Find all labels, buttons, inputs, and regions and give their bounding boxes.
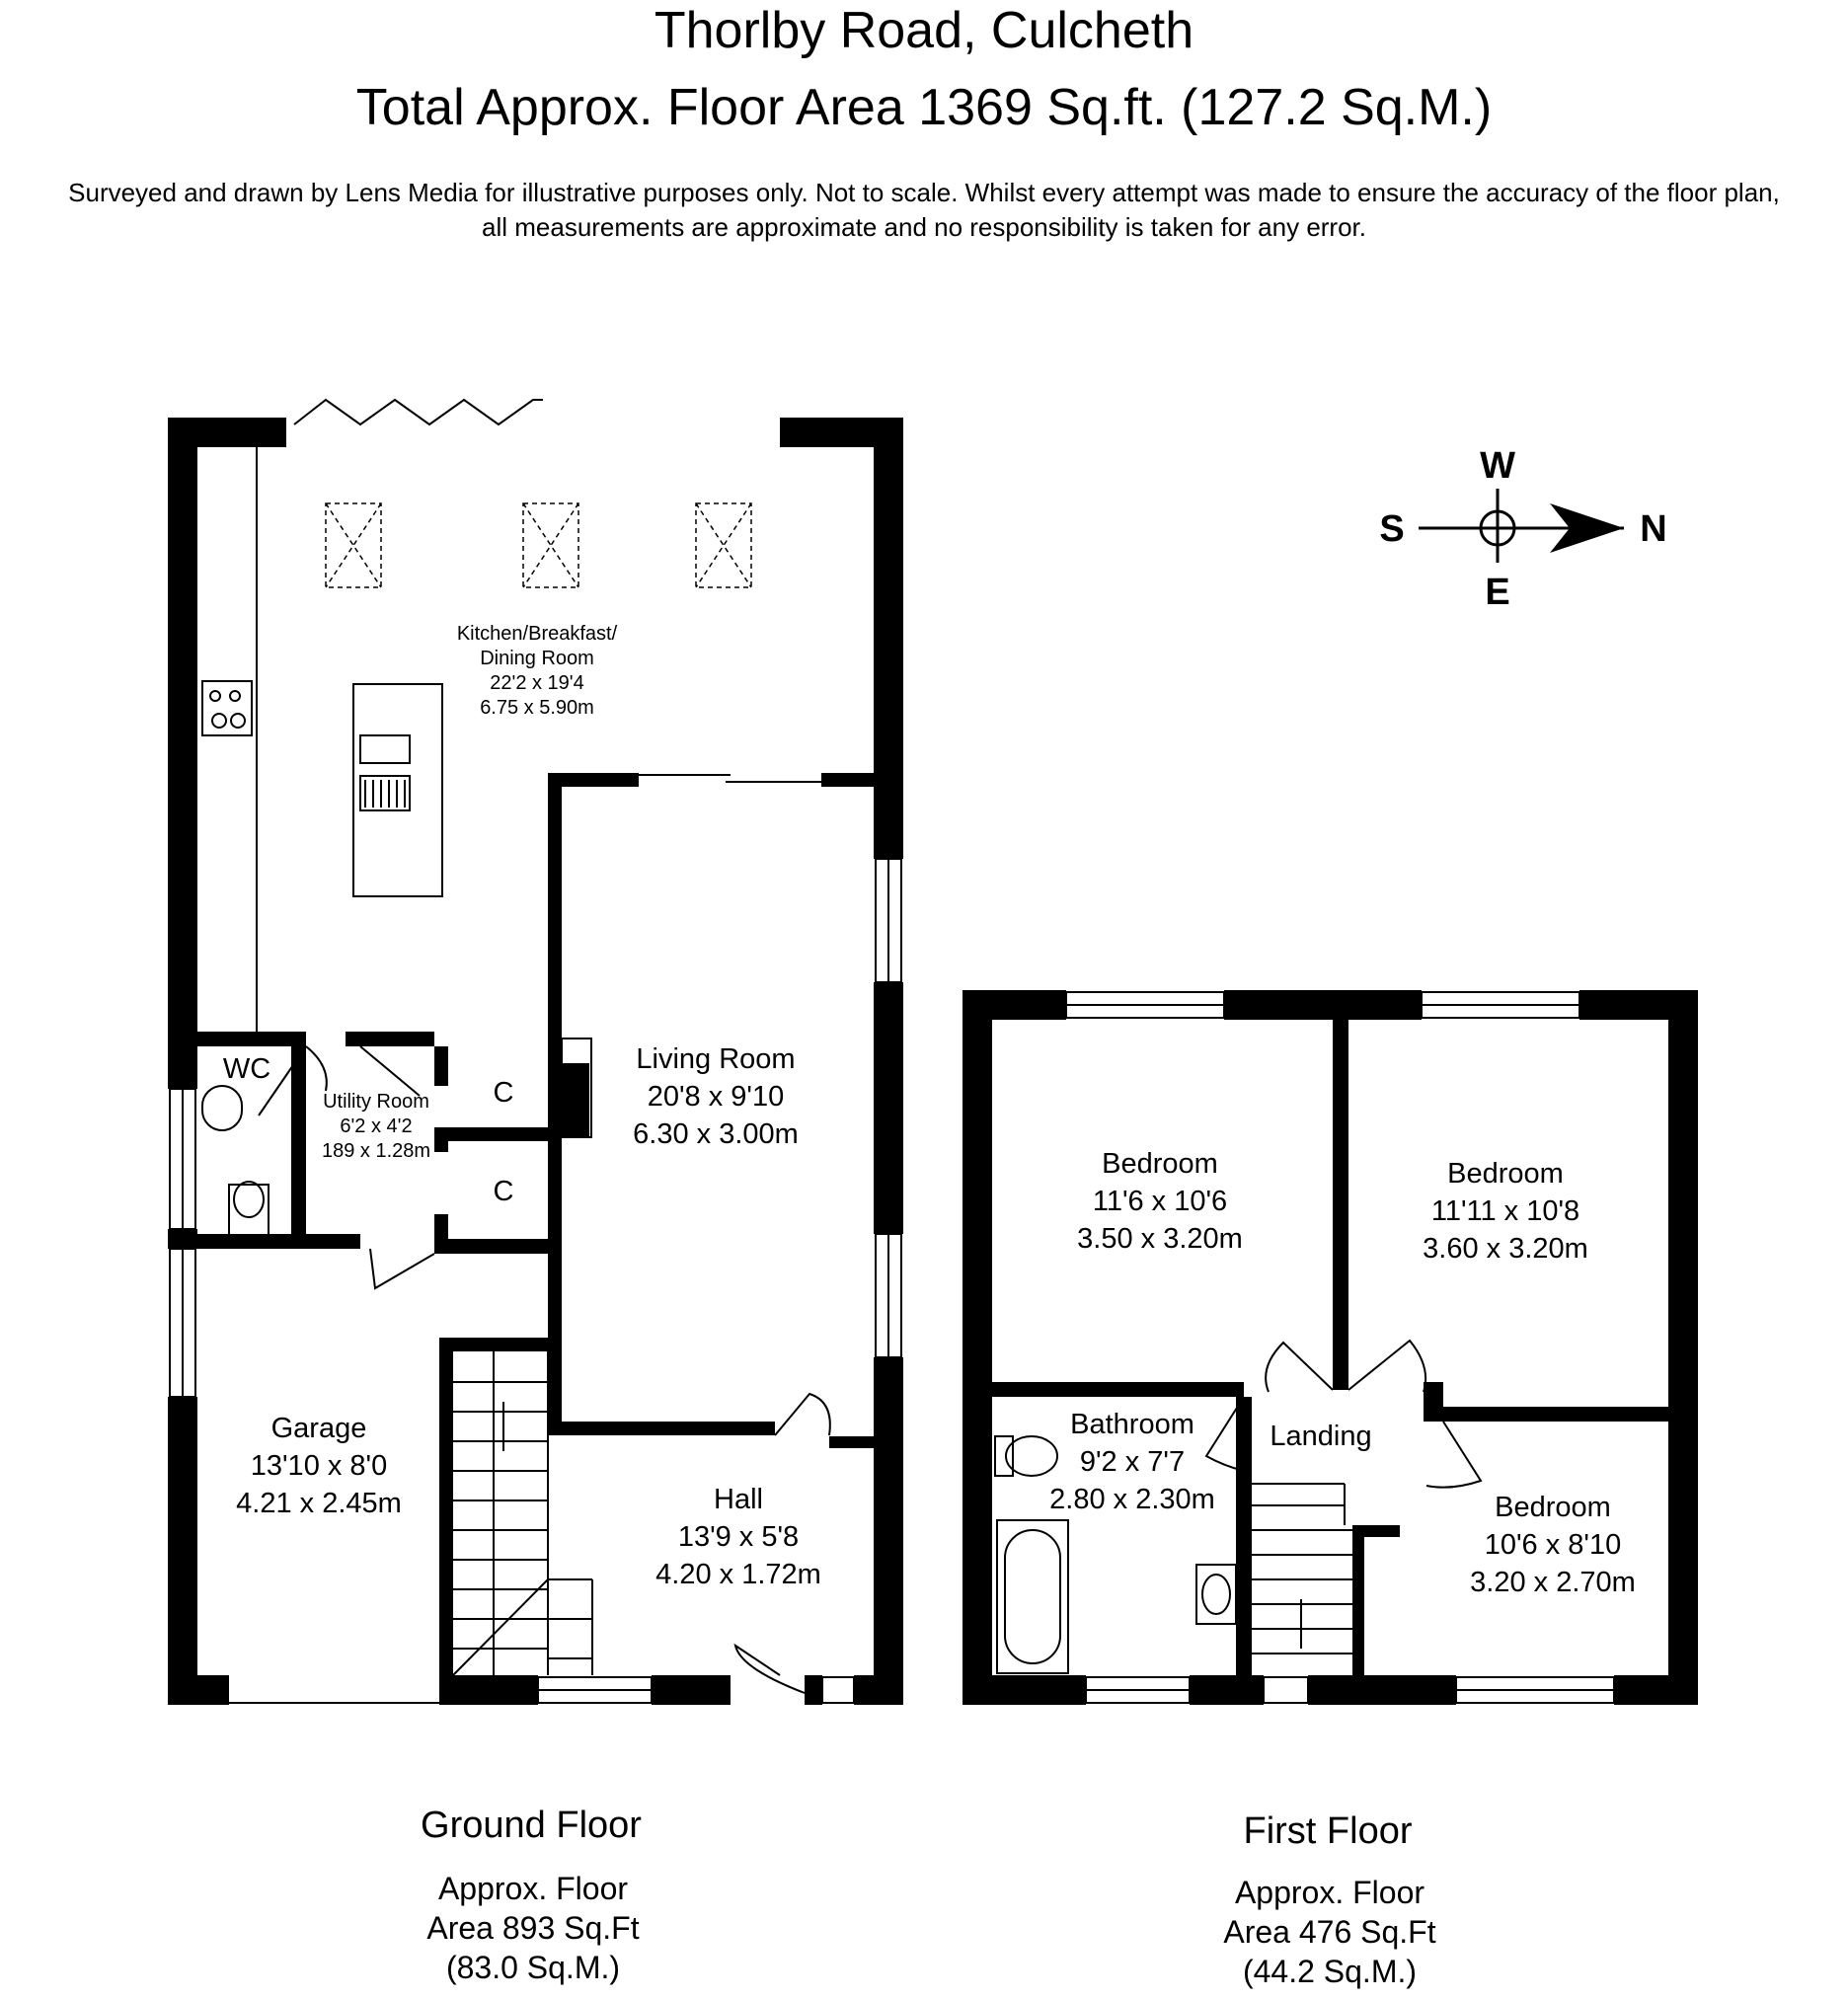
room-label-kitchen xyxy=(457,622,617,721)
compass-east-label: E xyxy=(1485,572,1510,613)
living-name: Living Room xyxy=(636,1043,796,1075)
bathroom-imperial: 9'2 x 7'7 xyxy=(1079,1446,1186,1478)
room-label-garage xyxy=(236,1410,402,1522)
ground-floor-area-line1: Approx. Floor xyxy=(437,1871,629,1906)
garage-imperial: 13'10 x 8'0 xyxy=(250,1450,388,1482)
room-label-cupboard-1 xyxy=(494,1074,514,1112)
landing-name: Landing xyxy=(1270,1421,1372,1452)
room-label-living xyxy=(633,1040,799,1153)
garage-metric: 4.21 x 2.45m xyxy=(236,1488,402,1519)
bedroom-2-metric: 3.60 x 3.20m xyxy=(1423,1233,1588,1265)
utility-imperial: 6'2 x 4'2 xyxy=(340,1115,413,1137)
first-floor-title: First Floor xyxy=(1243,1810,1413,1852)
hall-metric: 4.20 x 1.72m xyxy=(655,1559,821,1590)
first-floor-area xyxy=(1223,1873,1435,1991)
bathroom-metric: 2.80 x 2.30m xyxy=(1049,1484,1215,1515)
utility-name: Utility Room xyxy=(323,1091,429,1113)
bedroom-1-name: Bedroom xyxy=(1102,1148,1218,1180)
compass-rose xyxy=(1419,489,1624,563)
first-floor-area-line2: Area 476 Sq.Ft xyxy=(1223,1914,1436,1950)
cupboard-2-name: C xyxy=(493,1176,514,1207)
living-metric: 6.30 x 3.00m xyxy=(633,1118,799,1150)
disclaimer-line-1: Surveyed and drawn by Lens Media for illustrative purposes only. Not to scale. Whilst every attempt was made to ensure the accuracy of the floor plan, xyxy=(68,178,1780,207)
room-label-wc xyxy=(223,1050,270,1088)
bedroom-1-imperial: 11'6 x 10'6 xyxy=(1092,1186,1228,1217)
room-label-bedroom-2 xyxy=(1423,1155,1588,1268)
total-floor-area: Total Approx. Floor Area 1369 Sq.ft. (127.2 Sq.M.) xyxy=(355,79,1493,136)
bedroom-3-imperial: 10'6 x 8'10 xyxy=(1484,1529,1622,1561)
first-floor-area-line3: (44.2 Sq.M.) xyxy=(1242,1954,1418,1989)
garage-name: Garage xyxy=(270,1413,367,1444)
room-label-bedroom-1 xyxy=(1077,1145,1243,1258)
first-floor-area-line1: Approx. Floor xyxy=(1234,1875,1425,1910)
skylight-icons xyxy=(326,503,751,587)
compass-south-label: S xyxy=(1379,508,1405,550)
bedroom-2-name: Bedroom xyxy=(1447,1158,1564,1190)
ground-floor-area-line2: Area 893 Sq.Ft xyxy=(426,1910,640,1946)
room-label-landing xyxy=(1270,1418,1371,1455)
kitchen-imperial: 22'2 x 19'4 xyxy=(490,672,584,694)
kitchen-name-line2: Dining Room xyxy=(480,648,594,669)
room-label-bathroom xyxy=(1049,1406,1215,1518)
ground-floor-area xyxy=(426,1869,639,1987)
hall-imperial: 13'9 x 5'8 xyxy=(677,1521,800,1553)
room-label-cupboard-2 xyxy=(494,1173,514,1210)
room-label-bedroom-3 xyxy=(1470,1489,1636,1601)
room-label-utility xyxy=(322,1090,430,1164)
property-address: Thorlby Road, Culcheth xyxy=(654,2,1194,59)
kitchen-name-line1: Kitchen/Breakfast/ xyxy=(456,623,618,645)
wc-name: WC xyxy=(222,1053,271,1085)
hall-name: Hall xyxy=(714,1484,763,1515)
bathroom-name: Bathroom xyxy=(1070,1409,1194,1440)
utility-metric: 189 x 1.28m xyxy=(321,1140,431,1162)
living-imperial: 20'8 x 9'10 xyxy=(647,1081,785,1113)
compass-north-label: N xyxy=(1640,508,1667,550)
bedroom-3-metric: 3.20 x 2.70m xyxy=(1470,1567,1636,1598)
disclaimer-line-2: all measurements are approximate and no responsibility is taken for any error. xyxy=(482,212,1366,242)
kitchen-metric: 6.75 x 5.90m xyxy=(480,697,594,719)
bedroom-2-imperial: 11'11 x 10'8 xyxy=(1430,1195,1580,1227)
ground-floor-title: Ground Floor xyxy=(421,1805,642,1846)
compass-west-label: W xyxy=(1480,445,1515,487)
bedroom-1-metric: 3.50 x 3.20m xyxy=(1077,1223,1243,1255)
cupboard-1-name: C xyxy=(493,1077,514,1109)
room-label-hall xyxy=(655,1481,821,1593)
bedroom-3-name: Bedroom xyxy=(1495,1492,1611,1523)
ground-floor-area-line3: (83.0 Sq.M.) xyxy=(445,1950,621,1985)
